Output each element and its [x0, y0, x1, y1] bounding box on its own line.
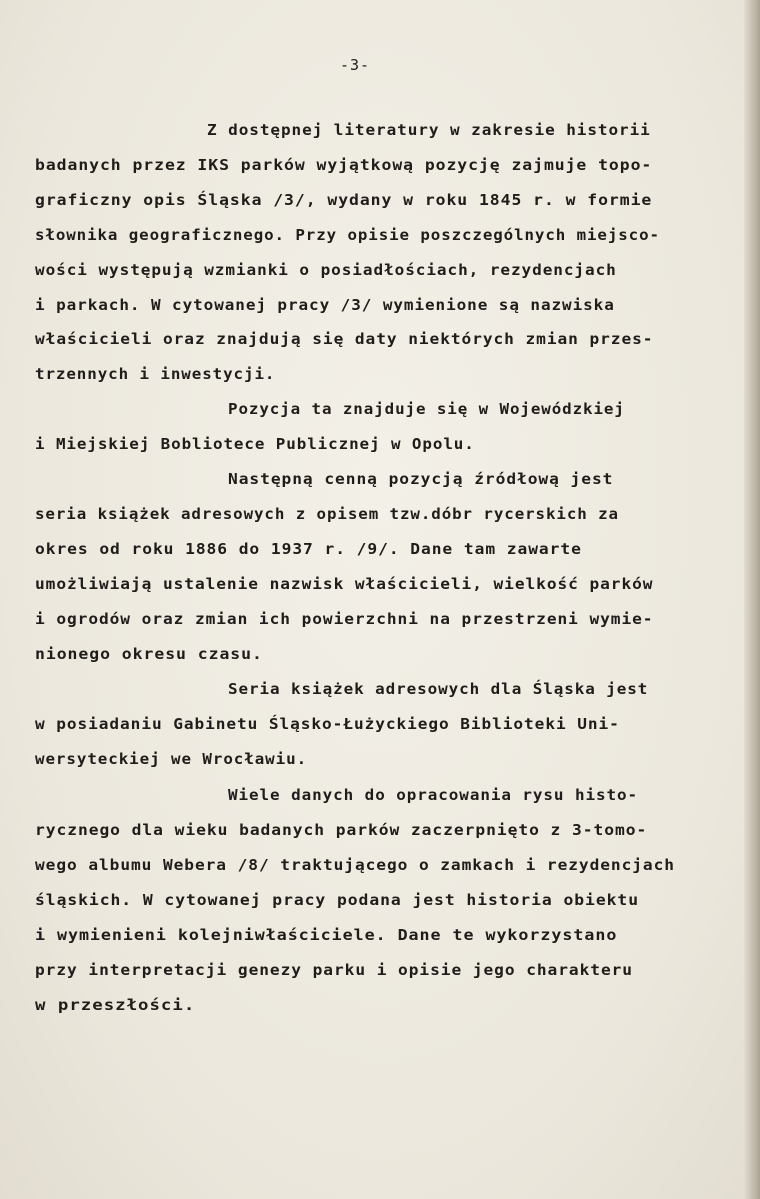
text-line: Pozycja ta znajduje się w Wojewódzkiej: [228, 400, 625, 418]
text-line: umożliwiają ustalenie nazwisk właścicieli, wielkość parków: [35, 575, 654, 593]
text-line: Seria książek adresowych dla Śląska jest: [228, 680, 649, 698]
text-line: w posiadaniu Gabinetu Śląsko-Łużyckiego Biblioteki Uni-: [35, 715, 620, 733]
text-line: Wiele danych do opracowania rysu histo-: [228, 786, 639, 804]
text-line: nionego okresu czasu.: [35, 645, 263, 663]
text-line: wego albumu Webera /8/ traktującego o zamkach i rezydencjach: [35, 856, 675, 874]
text-line: rycznego dla wieku badanych parków zaczerpnięto z 3-tomo-: [35, 821, 648, 839]
text-line: Następną cenną pozycją źródłową jest: [228, 470, 614, 488]
text-line: Z dostępnej literatury w zakresie historii: [207, 121, 651, 139]
text-line: i ogrodów oraz zmian ich powierzchni na przestrzeni wymie-: [35, 610, 654, 628]
text-line: badanych przez IKS parków wyjątkową pozycję zajmuje topo-: [35, 156, 653, 174]
text-line: seria książek adresowych z opisem tzw.dóbr rycerskich za: [35, 505, 619, 523]
text-line: przy interpretacji genezy parku i opisie jego charakteru: [35, 961, 633, 979]
text-line: okres od roku 1886 do 1937 r. /9/. Dane tam zawarte: [35, 540, 582, 558]
text-line: w przeszłości.: [35, 996, 196, 1014]
text-line: wości występują wzmianki o posiadłościach, rezydencjach: [35, 261, 617, 279]
page-number: -3-: [340, 56, 371, 74]
text-line: właścicieli oraz znajdują się daty niektórych zmian przes-: [35, 330, 654, 348]
text-line: śląskich. W cytowanej pracy podana jest historia obiektu: [35, 891, 639, 909]
paper-edge-shadow: [744, 0, 760, 1199]
text-line: i Miejskiej Bobliotece Publicznej w Opolu.: [35, 435, 475, 453]
text-line: wersyteckiej we Wrocławiu.: [35, 750, 308, 768]
text-line: trzennych i inwestycji.: [35, 365, 276, 383]
text-line: słownika geograficznego. Przy opisie poszczególnych miejsco-: [35, 226, 660, 244]
text-line: graficzny opis Śląska /3/, wydany w roku 1845 r. w formie: [35, 191, 653, 209]
text-line: i parkach. W cytowanej pracy /3/ wymienione są nazwiska: [35, 296, 615, 314]
text-line: i wymienieni kolejniwłaściciele. Dane te wykorzystano: [35, 926, 618, 944]
